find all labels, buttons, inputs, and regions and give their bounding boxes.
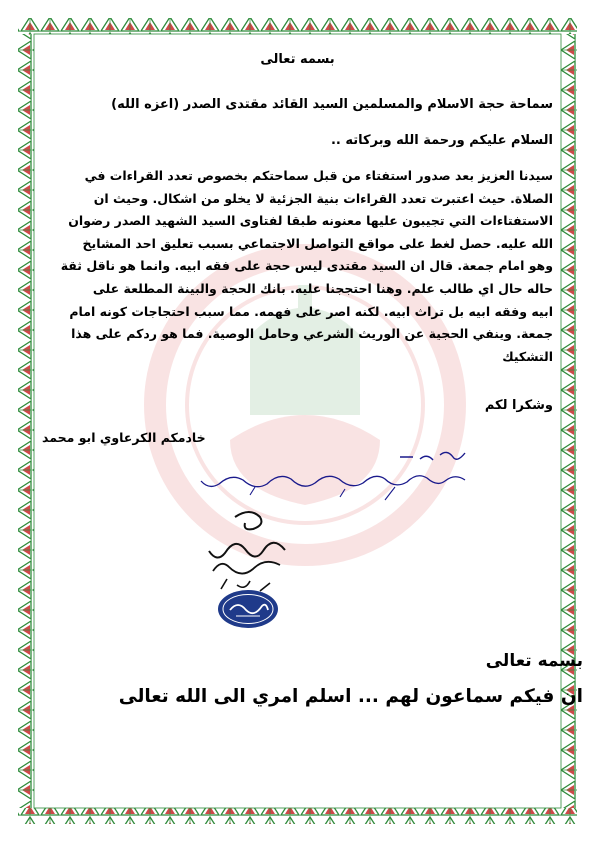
letter-body-line: الاستفتاءات التي تجيبون عليها معنونه طبقا لفتاوى السيد الشهيد الصدر رضوان bbox=[68, 213, 553, 229]
official-seal-icon bbox=[216, 588, 280, 630]
letter-body bbox=[44, 165, 553, 368]
response-title: بسمه تعالى bbox=[485, 651, 583, 671]
letter-body-line: الله عليه. حصل لغط على مواقع التواصل الاجتماعي بسبب تعليق احد المشايخ bbox=[82, 235, 553, 251]
letter-addressee: سماحة حجة الاسلام والمسلمين السيد القائد مقتدى الصدر (اعزه الله) bbox=[111, 97, 553, 112]
letter-body-line: ابيه وفقه ابيه بل تراث ابيه. لكنه اصر على فهمه. مما سبب احتجاجات كونه امام bbox=[69, 303, 553, 319]
handwritten-reply-icon bbox=[195, 445, 475, 505]
letter-body-line: وهو امام جمعة. قال ان السيد مقتدى ليس حجة على فقه ابيه. وانما هو ناقل ثقة bbox=[60, 258, 553, 274]
letter-sender: خادمكم الكرعاوي ابو محمد bbox=[42, 430, 206, 445]
response-text: ان فيكم سماعون لهم ... اسلم امري الى الله تعالى bbox=[118, 686, 583, 707]
letter-content bbox=[42, 0, 553, 842]
letter-body-line: جمعة. وينفي الحجية عن الوريث الشرعي وحامل الوصية. فما هو ردكم على هذا bbox=[71, 326, 553, 342]
letter-body-line: سيدنا العزيز بعد صدور استفتاء من قبل سماحتكم بخصوص تعدد القراءات في bbox=[84, 168, 553, 183]
letter-body-line: حاله حال اي طالب علم. وهنا احتججنا عليه. بانك الحجة والبينة المطلعة على bbox=[92, 280, 553, 296]
letter-greeting: السلام عليكم ورحمة الله وبركاته .. bbox=[330, 133, 553, 148]
letter-blessing: بسمه تعالى bbox=[260, 52, 335, 67]
letter-body-line: التشكيك bbox=[502, 348, 553, 364]
letter-thanks: وشكرا لكم bbox=[484, 398, 553, 413]
letter-body-line: الصلاة. حيث اعتبرت تعدد القراءات بنية الجزئية لا يخلو من اشكال. وحيث ان bbox=[93, 190, 553, 206]
signature-icon bbox=[205, 505, 290, 595]
